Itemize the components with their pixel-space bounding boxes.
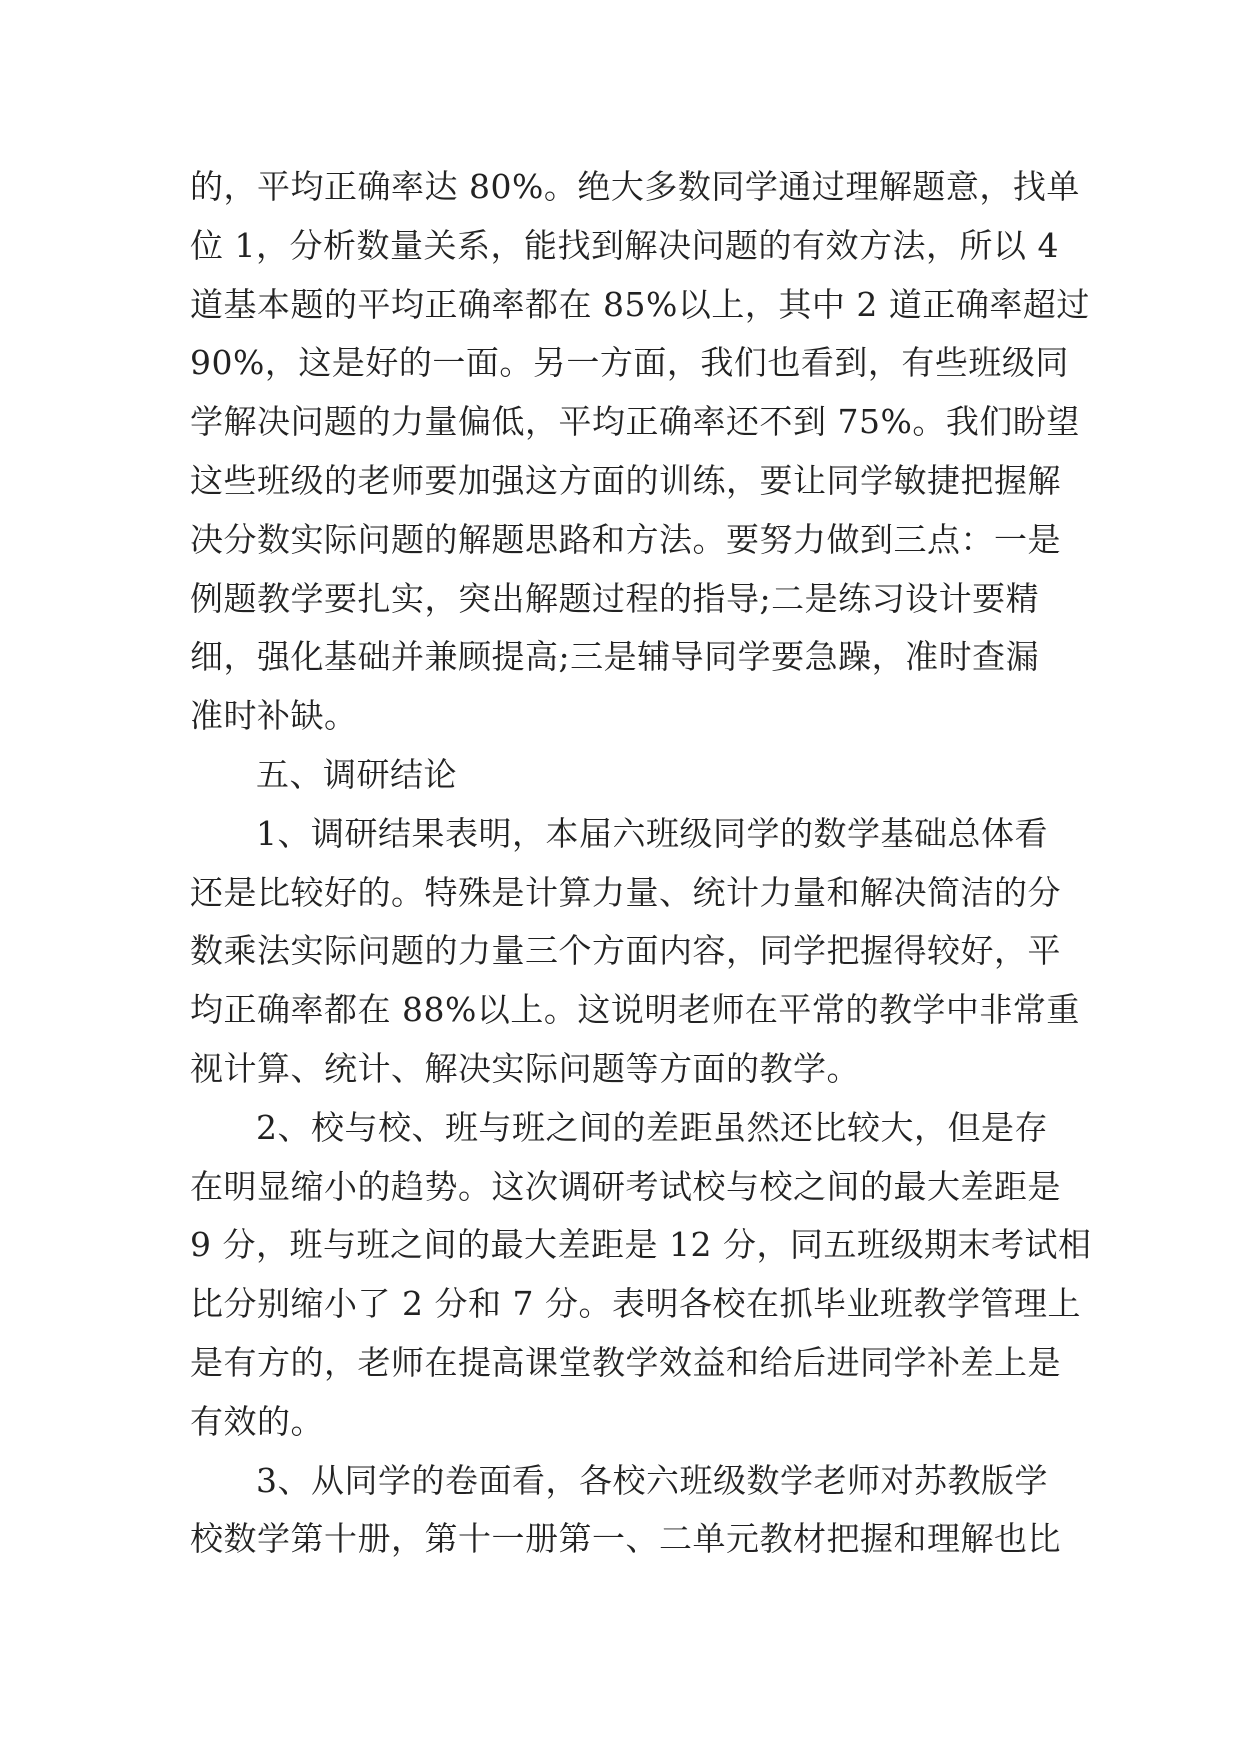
text-line: 是有方的，老师在提高课堂教学效益和给后进同学补差上是 bbox=[190, 1342, 1061, 1382]
text-line: 3、从同学的卷面看，各校六班级数学老师对苏教版学 bbox=[256, 1460, 1048, 1500]
text-line: 1、调研结果表明，本届六班级同学的数学基础总体看 bbox=[256, 813, 1048, 853]
text-line: 90%，这是好的一面。另一方面，我们也看到，有些班级同 bbox=[190, 343, 1069, 383]
text-line: 学解决问题的力量偏低，平均正确率还不到 75%。我们盼望 bbox=[190, 402, 1080, 442]
text-line: 这些班级的老师要加强这方面的训练，要让同学敏捷把握解 bbox=[190, 460, 1061, 500]
text-line: 均正确率都在 88%以上。这说明老师在平常的教学中非常重 bbox=[190, 990, 1080, 1030]
text-line: 9 分，班与班之间的最大差距是 12 分，同五班级期末考试相 bbox=[190, 1225, 1092, 1265]
text-line: 位 1，分析数量关系，能找到解决问题的有效方法，所以 4 bbox=[190, 225, 1059, 265]
text-line: 决分数实际问题的解题思路和方法。要努力做到三点：一是 bbox=[190, 519, 1061, 559]
section-heading: 五、调研结论 bbox=[256, 754, 457, 794]
text-line: 数乘法实际问题的力量三个方面内容，同学把握得较好，平 bbox=[190, 931, 1061, 971]
text-line: 校数学第十册，第十一册第一、二单元教材把握和理解也比 bbox=[190, 1519, 1061, 1559]
document-body bbox=[190, 158, 1092, 1569]
paragraph-continuation bbox=[190, 158, 1090, 746]
text-line: 道基本题的平均正确率都在 85%以上，其中 2 道正确率超过 bbox=[190, 284, 1090, 324]
text-line: 还是比较好的。特殊是计算力量、统计力量和解决简洁的分 bbox=[190, 872, 1061, 912]
conclusion-paragraph-2 bbox=[190, 1099, 1092, 1452]
text-line: 2、校与校、班与班之间的差距虽然还比较大，但是存 bbox=[256, 1107, 1048, 1147]
text-line: 有效的。 bbox=[190, 1401, 324, 1441]
text-line: 准时补缺。 bbox=[190, 696, 358, 736]
text-line: 例题教学要扎实，突出解题过程的指导;二是练习设计要精 bbox=[190, 578, 1040, 618]
text-line: 细，强化基础并兼顾提高;三是辅导同学要急躁，准时查漏 bbox=[190, 637, 1040, 677]
text-line: 在明显缩小的趋势。这次调研考试校与校之间的最大差距是 bbox=[190, 1166, 1061, 1206]
text-line: 视计算、统计、解决实际问题等方面的教学。 bbox=[190, 1048, 860, 1088]
conclusion-paragraph-1 bbox=[190, 805, 1080, 1099]
text-line: 比分别缩小了 2 分和 7 分。表明各校在抓毕业班教学管理上 bbox=[190, 1284, 1081, 1324]
conclusion-paragraph-3 bbox=[190, 1452, 1061, 1570]
text-line: 的，平均正确率达 80%。绝大多数同学通过理解题意，找单 bbox=[190, 167, 1080, 206]
